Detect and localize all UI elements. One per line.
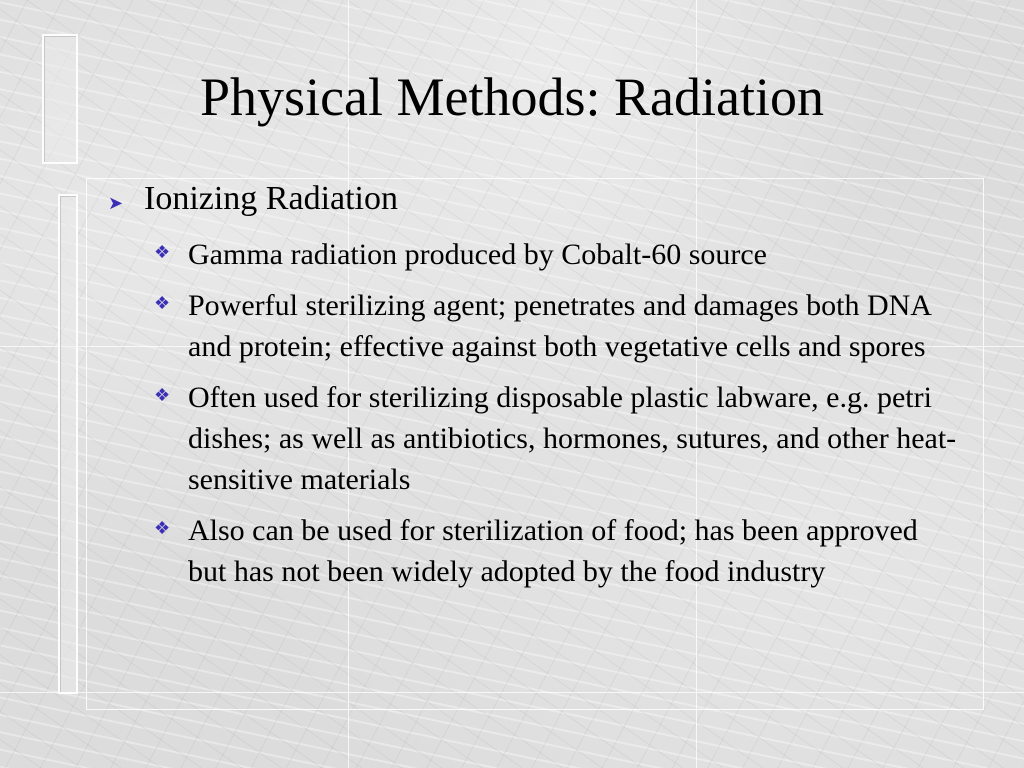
sub-bullet-text: Powerful sterilizing agent; penetrates and damages both DNA and protein; effective against both vegetative cells and spores [188, 289, 931, 363]
body-decoration-bar [58, 194, 78, 694]
arrowhead-bullet-icon: ➤ [108, 193, 124, 213]
slide-title: Physical Methods: Radiation [200, 67, 824, 127]
sub-bullet-text: Gamma radiation produced by Cobalt-60 source [188, 238, 767, 271]
four-petal-star-bullet-icon: ❖ [154, 385, 171, 405]
bullet-level1-text: Ionizing Radiation [144, 180, 399, 217]
four-petal-star-bullet-icon: ❖ [154, 242, 171, 262]
four-petal-star-bullet-icon: ❖ [154, 518, 171, 538]
sub-bullet-item [154, 234, 964, 275]
sub-bullet-text: Often used for sterilizing disposable plastic labware, e.g. petri dishes; as well as antibiotics, hormones, sutures, and other heat-sensitive materials [188, 381, 957, 496]
four-petal-star-bullet-icon: ❖ [154, 293, 171, 313]
sub-bullet-item [154, 377, 964, 500]
sub-bullet-item [154, 285, 964, 367]
sub-bullet-item [154, 510, 964, 592]
bullet-level1 [108, 180, 968, 218]
sub-bullet-list [154, 234, 964, 602]
sub-bullet-text: Also can be used for sterilization of food; has been approved but has not been widely adopted by the food industry [188, 514, 918, 588]
